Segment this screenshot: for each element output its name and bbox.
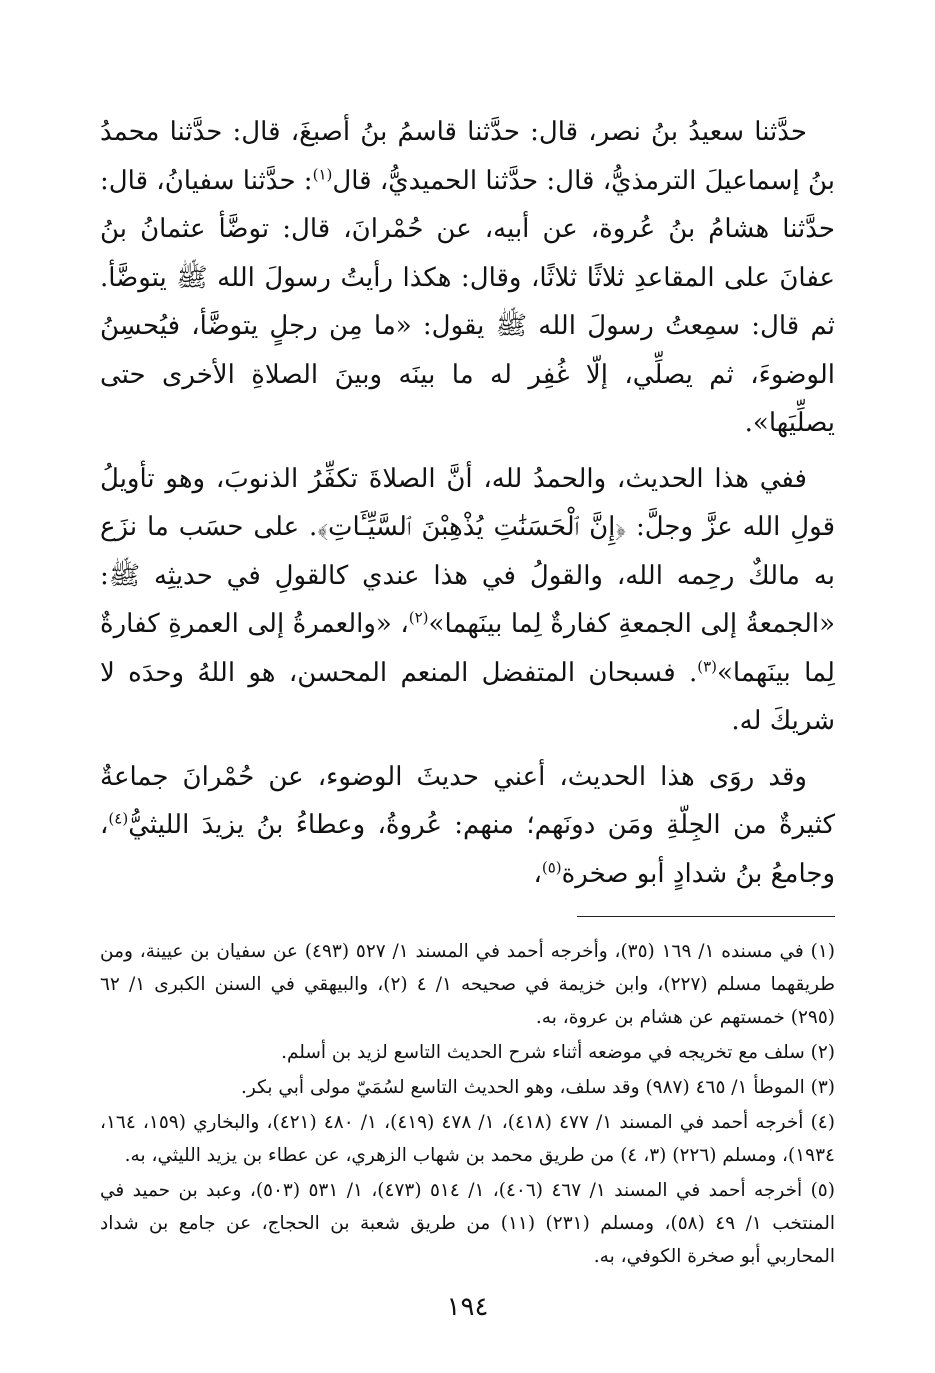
footnote-ref-3[interactable]: (٣) — [697, 656, 718, 675]
text-segment: : حدَّثنا سفيانُ، قال: حدَّثنا هشامُ بنُ عُروة، عن أبيه، عن حُمْرانَ، قال: توضَّأ عثمانُ بنُ عفانَ على المقاعدِ ثلاثًا ثلاثًا، وقال: هكذا رأيتُ رسولَ الله ﷺ يتوضَّأ. ثم قال: سمِعتُ رسولَ الله ﷺ يقول: «ما مِن رجلٍ يتوضَّأ، فيُحسِنُ الوضوءَ، ثم يصلِّي، إلّا غُفِر له ما بينَه وبينَ الصلاةِ الأخرى حتى يصلِّيَها». — [100, 165, 835, 438]
paragraph-commentary — [100, 455, 835, 746]
footnote-ref-1[interactable]: (١) — [312, 164, 333, 183]
text-segment: ففي هذا الحديث، والحمدُ لله، أنَّ الصلاةَ تكفِّرُ الذنوبَ، وهو تأويلُ قولِ الله عزَّ وجلَّ: ﴿إِنَّ ٱلْحَسَنَٰتِ يُذْهِبْنَ ٱلسَّيِّـَٔاتِ﴾. على حسَب ما نزَع به مالكٌ رحِمه الله، والقولُ في هذا عندي كالقولِ في حديثِه ﷺ: «الجمعةُ إلى الجمعةِ كفارةٌ لِما بينَهما» — [100, 463, 835, 639]
text-segment: ، — [533, 858, 542, 889]
main-text — [100, 108, 835, 898]
paragraph-narrators — [100, 753, 835, 899]
footnote-4: (٤) أخرجه أحمد في المسند ١/ ٤٧٧ (٤١٨)، ١/ ٤٧٨ (٤١٩)، ١/ ٤٨٠ (٤٢١)، والبخاري (١٥٩، ١٦٤، ١٩٣٤)، ومسلم (٢٢٦) (٣، ٤) من طريق محمد بن شهاب الزهري، عن عطاء بن يزيد الليثي، به. — [100, 1112, 835, 1166]
text-segment: حدَّثنا سعيدُ بنُ نصر، قال: حدَّثنا قاسمُ بنُ أصبغَ، قال: حدَّثنا محمدُ بنُ إسماعيلَ الترمذيُّ، قال: حدَّثنا الحميديُّ، قال — [100, 117, 835, 196]
footnote-separator — [577, 916, 835, 917]
text-segment: . فسبحان المتفضل المنعم المحسن، هو اللهُ وحدَه لا شريكَ له. — [100, 657, 835, 736]
footnotes-section — [100, 935, 835, 1273]
footnote-5: (٥) أخرجه أحمد في المسند ١/ ٤٦٧ (٤٠٦)، ١/ ٥١٤ (٤٧٣)، ١/ ٥٣١ (٥٠٣)، وعبد بن حميد في المنتخب ١/ ٤٩ (٥٨)، ومسلم (٢٣١) (١١) من طريق شعبة بن الحجاج، عن جامع بن شداد المحاربي أبو صخرة الكوفي، به. — [100, 1180, 835, 1267]
footnote-ref-4[interactable]: (٤) — [108, 809, 129, 828]
footnote-ref-5[interactable]: (٥) — [541, 857, 562, 876]
footnote-1: (١) في مسنده ١/ ١٦٩ (٣٥)، وأخرجه أحمد في المسند ١/ ٥٢٧ (٤٩٣) عن سفيان بن عيينة، ومن طريقهما مسلم (٢٢٧)، وابن خزيمة في صحيحه ١/ ٤ (٢)، والبيهقي في السنن الكبرى ١/ ٦٢ (٢٩٥) خمستهم عن هشام بن عروة، به. — [100, 941, 835, 1028]
book-page — [100, 108, 835, 1275]
page-number: ١٩٤ — [446, 1292, 489, 1322]
text-segment: ، وجامعُ بنُ شدادٍ أبو صخرة — [100, 810, 835, 889]
footnote-ref-2[interactable]: (٢) — [408, 608, 429, 627]
text-segment: ، «والعمرةُ إلى العمرةِ كفارةٌ لِما بينَهما» — [100, 609, 835, 688]
text-segment: وقد روَى هذا الحديث، أعني حديثَ الوضوء، عن حُمْرانَ جماعةٌ كثيرةٌ من الجِلّةِ ومَن دونَهم؛ منهم: عُروةُ، وعطاءُ بنُ يزيدَ الليثيُّ — [100, 761, 835, 840]
footnote-3: (٣) الموطأ ١/ ٤٦٥ (٩٨٧) وقد سلف، وهو الحديث التاسع لسُمَيّ مولى أبي بكر. — [241, 1077, 835, 1098]
footnote-2: (٢) سلف مع تخريجه في موضعه أثناء شرح الحديث التاسع لزيد بن أسلم. — [281, 1042, 835, 1063]
paragraph-hadith-chain — [100, 108, 835, 448]
